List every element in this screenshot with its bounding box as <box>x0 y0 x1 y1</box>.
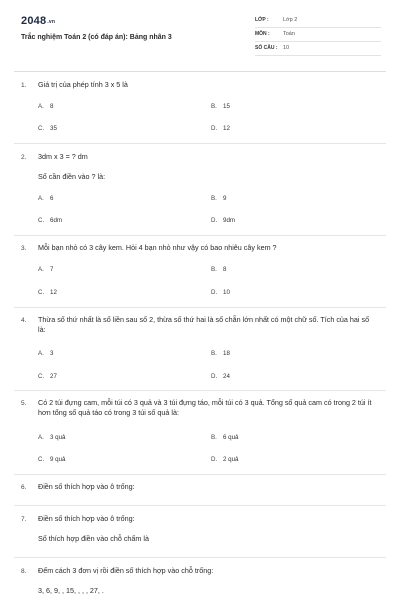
logo-text: 2048 <box>21 15 47 27</box>
option-value: 12 <box>50 289 57 296</box>
option-letter: B. <box>211 103 217 110</box>
question-text: Thừa số thứ nhất là số liền sau số 2, thừa số thứ hai là số chẵn lớn nhất có một chữ số. Tích của hai số là: <box>38 315 370 334</box>
question-number: 4. <box>21 317 27 324</box>
option-b[interactable] <box>211 350 230 357</box>
option-d[interactable] <box>211 289 230 296</box>
option-letter: A. <box>38 350 44 357</box>
option-value: 9 <box>223 195 227 202</box>
option-d[interactable] <box>211 217 235 224</box>
option-letter: B. <box>211 195 217 202</box>
option-c[interactable] <box>38 456 65 463</box>
option-value: 9dm <box>223 217 236 224</box>
option-value: 15 <box>223 103 230 110</box>
question-number: 2. <box>21 154 27 161</box>
meta-key: SỐ CÂU : <box>255 45 278 51</box>
question-subtext: Số thích hợp điền vào chỗ chấm là <box>38 534 149 543</box>
option-value: 35 <box>50 125 57 132</box>
option-value: 2 quả <box>223 456 239 463</box>
option-d[interactable] <box>211 125 230 132</box>
question-divider <box>14 505 386 506</box>
option-value: 24 <box>223 373 230 380</box>
option-value: 12 <box>223 125 230 132</box>
question-text: 3dm x 3 = ? dm <box>38 152 88 161</box>
question-divider <box>14 143 386 144</box>
option-value: 27 <box>50 373 57 380</box>
option-a[interactable] <box>38 434 65 441</box>
option-b[interactable] <box>211 195 226 202</box>
option-b[interactable] <box>211 103 230 110</box>
meta-key: LỚP : <box>255 17 269 23</box>
option-value: 7 <box>50 266 54 273</box>
logo-suffix: .vn <box>47 19 56 25</box>
option-letter: D. <box>211 373 218 380</box>
option-letter: B. <box>211 350 217 357</box>
meta-row-count <box>255 43 381 56</box>
option-value: 8 <box>50 103 54 110</box>
option-a[interactable] <box>38 103 53 110</box>
option-value: 3 <box>50 350 54 357</box>
option-letter: D. <box>211 456 218 463</box>
option-value: 6 quả <box>223 434 239 441</box>
option-letter: A. <box>38 195 44 202</box>
question-subtext: 3, 6, 9, , 15, , , , 27, . <box>38 586 104 595</box>
question-text: Giá trị của phép tính 3 x 5 là <box>38 80 128 89</box>
option-letter: C. <box>38 125 45 132</box>
option-letter: D. <box>211 217 218 224</box>
question-number: 6. <box>21 484 27 491</box>
option-letter: B. <box>211 266 217 273</box>
question-text: Đếm cách 3 đơn vị rồi điền số thích hợp vào chỗ trống: <box>38 566 214 575</box>
question-text: Có 2 túi đựng cam, mỗi túi có 3 quả và 3 túi đựng táo, mỗi túi có 3 quả. Tổng số quả cam có trong 2 túi ít hơn tổng số quả táo có trong 3 túi số quả là: <box>38 398 372 417</box>
meta-key: MÔN : <box>255 31 270 37</box>
option-letter: B. <box>211 434 217 441</box>
option-value: 6dm <box>50 217 63 224</box>
question-divider <box>14 557 386 558</box>
option-value: 8 <box>223 266 227 273</box>
question-number: 7. <box>21 516 27 523</box>
option-value: 3 quả <box>50 434 66 441</box>
meta-value: Toán <box>283 31 295 37</box>
question-text: Mỗi bạn nhỏ có 3 cây kem. Hỏi 4 bạn nhỏ như vậy có bao nhiêu cây kem ? <box>38 243 277 252</box>
option-a[interactable] <box>38 266 53 273</box>
option-letter: C. <box>38 373 45 380</box>
option-a[interactable] <box>38 195 53 202</box>
question-number: 1. <box>21 82 27 89</box>
document-title: Trắc nghiệm Toán 2 (có đáp án): Bảng nhân 3 <box>21 34 172 41</box>
option-letter: A. <box>38 434 44 441</box>
question-divider <box>14 474 386 475</box>
question-number: 8. <box>21 568 27 575</box>
option-value: 18 <box>223 350 230 357</box>
question-divider <box>14 307 386 308</box>
question-divider <box>14 235 386 236</box>
option-letter: D. <box>211 125 218 132</box>
option-d[interactable] <box>211 456 238 463</box>
option-value: 10 <box>223 289 230 296</box>
meta-value: Lớp 2 <box>283 17 298 23</box>
meta-row-class <box>255 15 381 28</box>
document-header <box>0 0 400 70</box>
question-number: 3. <box>21 245 27 252</box>
option-value: 6 <box>50 195 54 202</box>
option-a[interactable] <box>38 350 53 357</box>
option-c[interactable] <box>38 125 57 132</box>
question-text: Điền số thích hợp vào ô trống: <box>38 514 135 523</box>
site-logo[interactable] <box>21 15 55 27</box>
header-divider <box>14 71 386 72</box>
option-letter: D. <box>211 289 218 296</box>
option-d[interactable] <box>211 373 230 380</box>
option-letter: C. <box>38 456 45 463</box>
option-b[interactable] <box>211 266 226 273</box>
meta-row-subject <box>255 29 381 42</box>
option-letter: A. <box>38 103 44 110</box>
question-number: 5. <box>21 400 27 407</box>
meta-value: 10 <box>283 45 290 51</box>
question-subtext: Số cần điền vào ? là: <box>38 172 106 181</box>
question-text: Điền số thích hợp vào ô trống: <box>38 482 135 491</box>
option-letter: A. <box>38 266 44 273</box>
question-divider <box>14 390 386 391</box>
option-letter: C. <box>38 217 45 224</box>
option-c[interactable] <box>38 289 57 296</box>
option-b[interactable] <box>211 434 238 441</box>
option-c[interactable] <box>38 217 62 224</box>
option-value: 9 quả <box>50 456 66 463</box>
option-c[interactable] <box>38 373 57 380</box>
option-letter: C. <box>38 289 45 296</box>
